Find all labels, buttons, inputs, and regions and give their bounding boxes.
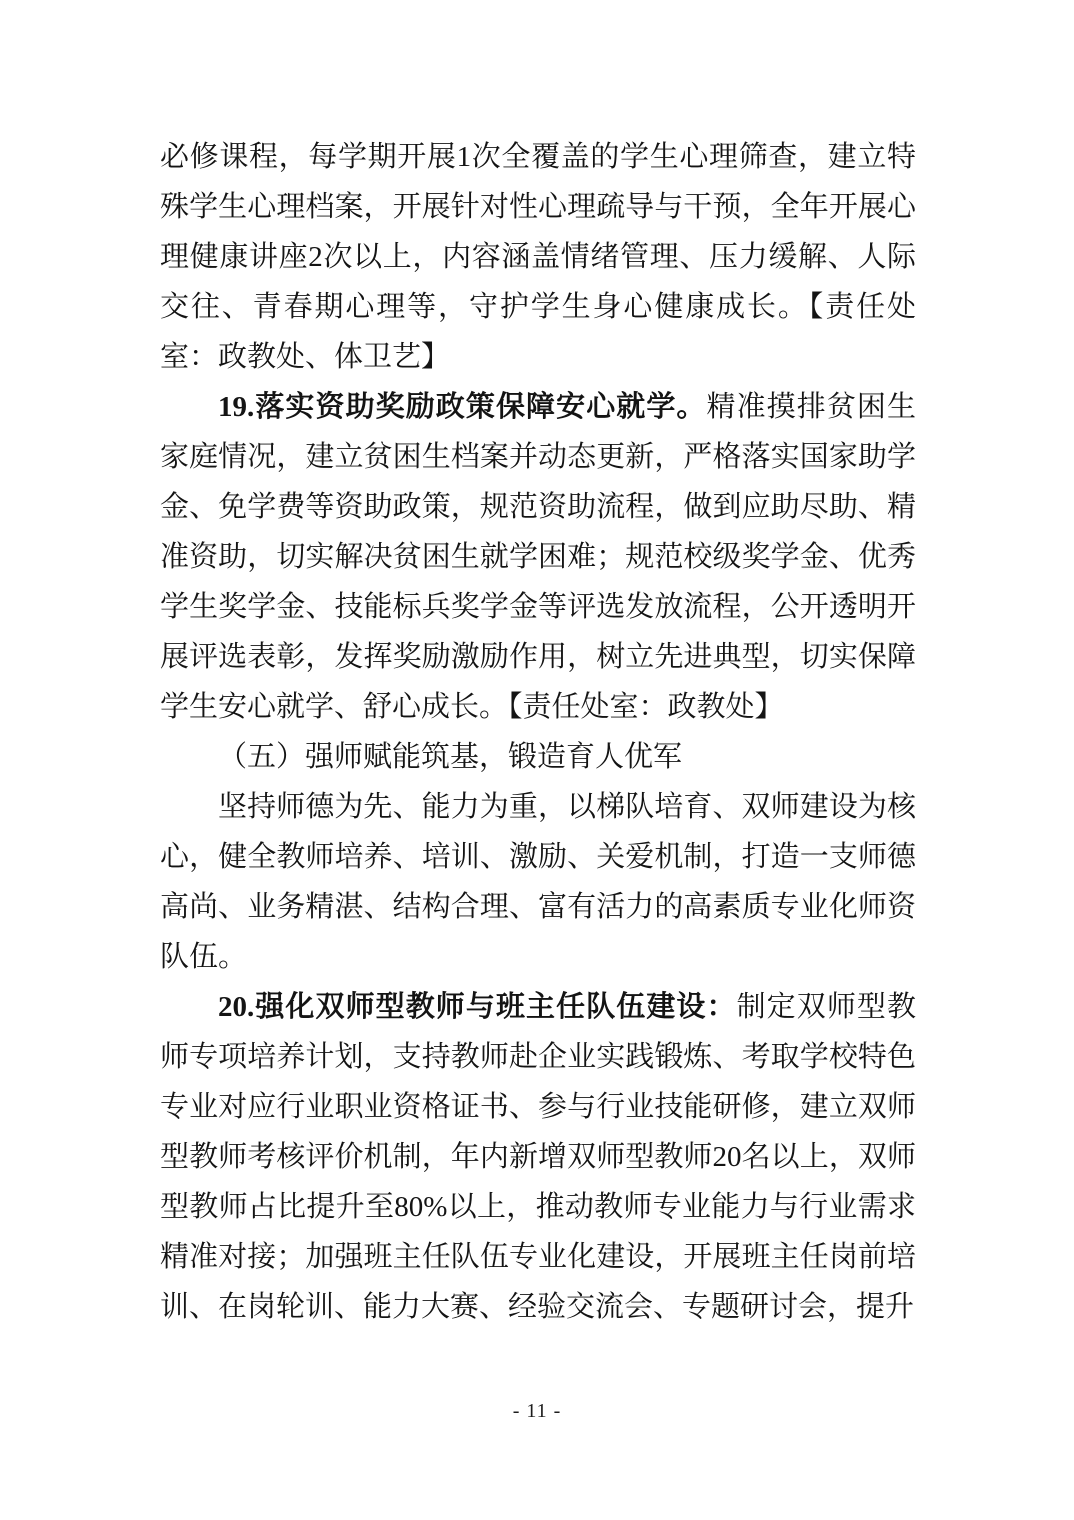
section-5-heading bbox=[160, 732, 916, 782]
paragraph-item-20 bbox=[160, 982, 916, 1332]
text-run: 必修课程，每学期开展1次全覆盖的学生心理筛查，建立特殊学生心理档案，开展针对性心理疏导与干预，全年开展心理健康讲座2次以上，内容涵盖情绪管理、压力缓解、人际交往、青春期心理等，守护学生身心健康成长。【责任处室：政教处、体卫艺】 bbox=[160, 141, 916, 373]
paragraph-teacher-team-intro bbox=[160, 782, 916, 982]
paragraph-item-19 bbox=[160, 382, 916, 732]
text-run: 精准摸排贫困生家庭情况，建立贫困生档案并动态更新，严格落实国家助学金、免学费等资助政策，规范资助流程，做到应助尽助、精准资助，切实解决贫困生就学困难；规范校级奖学金、优秀学生奖学金、技能标兵奖学金等评选发放流程，公开透明开展评选表彰，发挥奖励激励作用，树立先进典型，切实保障学生安心就学、舒心成长。【责任处室：政教处】 bbox=[160, 391, 916, 723]
item-20-heading: 20.强化双师型教师与班主任队伍建设： bbox=[218, 991, 737, 1023]
page-number: - 11 - bbox=[512, 1400, 562, 1422]
text-run: 制定双师型教师专项培养计划，支持教师赴企业实践锻炼、考取学校特色专业对应行业职业资格证书、参与行业技能研修，建立双师型教师考核评价机制，年内新增双师型教师20名以上，双师型教师占比提升至80%以上，推动教师专业能力与行业需求精准对接；加强班主任队伍专业化建设，开展班主任岗前培训、在岗轮训、能力大赛、经验交流会、专题研讨会，提升 bbox=[160, 991, 916, 1323]
paragraph-psych-health-continuation bbox=[160, 132, 916, 382]
page-body bbox=[160, 132, 916, 1332]
item-19-heading: 19.落实资助奖励政策保障安心就学。 bbox=[218, 391, 707, 423]
text-run: 坚持师德为先、能力为重，以梯队培育、双师建设为核心，健全教师培养、培训、激励、关爱机制，打造一支师德高尚、业务精湛、结构合理、富有活力的高素质专业化师资队伍。 bbox=[160, 791, 916, 973]
text-run: （五）强师赋能筑基，锻造育人优军 bbox=[218, 741, 683, 773]
